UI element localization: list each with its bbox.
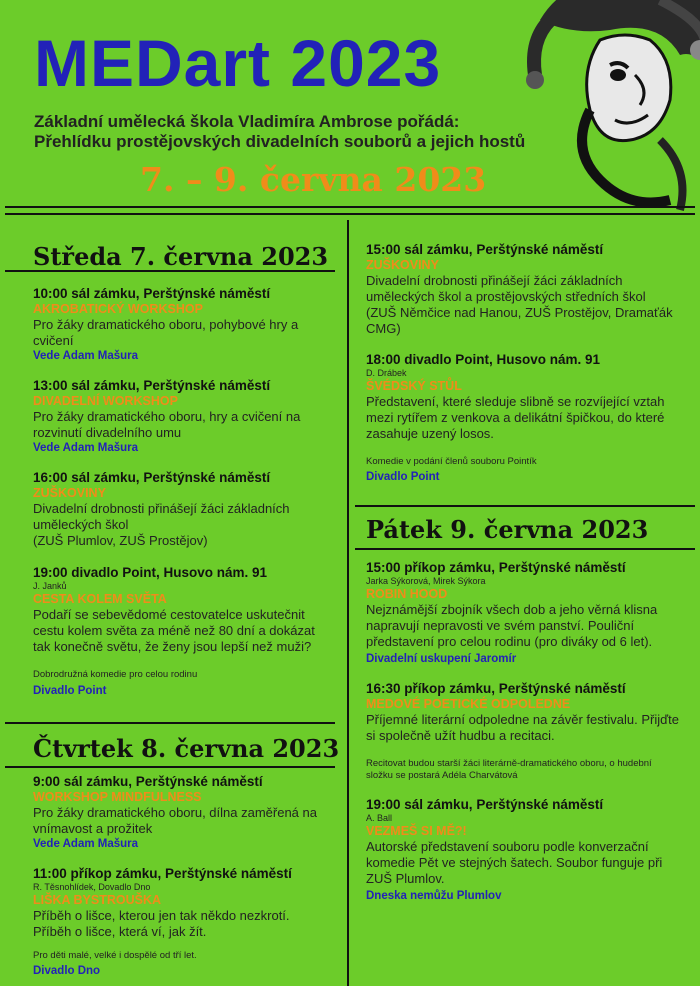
event-fri-1: [366, 560, 681, 666]
day-divider-thu-top: [5, 722, 335, 724]
event-description: Příjemné literární odpoledne na závěr festivalu. Přijďte si společně užít hudbu a recitaci.: [366, 712, 679, 743]
header-divider-top: [5, 206, 695, 208]
day-heading-thursday: Čtvrtek 8. června 2023: [33, 734, 340, 763]
event-note: Dobrodružná komedie pro celou rodinu: [33, 669, 198, 680]
event-description: Pro žáky dramatického oboru, pohybové hry a cvičení: [33, 317, 299, 348]
event-description: Divadelní drobnosti přinášejí žáci základních uměleckých škol a prostějovských středních škol (ZUŠ Němčice nad Hanou, ZUŠ Prostějov, Dramaťák CMG): [366, 273, 673, 336]
event-title: AKROBATICKÝ WORKSHOP: [33, 302, 203, 316]
event-thu-3: [366, 242, 681, 337]
event-title: ROBIN HOOD: [366, 587, 448, 601]
event-description: Divadelní drobnosti přinášejí žáci základních uměleckých škol (ZUŠ Plumlov, ZUŠ Prostějov): [33, 501, 290, 548]
event-leader: Divadlo Point: [366, 471, 440, 483]
event-time: 10:00 sál zámku, Perštýnské náměstí: [33, 286, 271, 301]
event-description: Nejznámější zbojník všech dob a jeho věrná klisna napravují nepravosti ve svém panství. Pouliční představení pro celou rodinu (pro diváky od 6 let).: [366, 602, 658, 649]
festival-description: Přehlídku prostějovských divadelních souborů a jejich hostů: [34, 132, 526, 151]
event-wed-1: [33, 286, 333, 363]
day-heading-friday: Pátek 9. června 2023: [366, 515, 649, 544]
event-description: Autorské představení souboru podle konverzační komedie Pět ve stejných šatech. Soubor funguje při ZUŠ Plumlov.: [366, 839, 663, 886]
event-leader: Divadlo Point: [33, 685, 107, 697]
event-title: ZUŠKOVINY: [366, 258, 439, 272]
column-divider: [347, 220, 349, 986]
day-divider-thu: [5, 766, 335, 768]
day-divider-fri: [355, 548, 695, 550]
event-title: ZUŠKOVINY: [33, 486, 106, 500]
event-time: 9:00 sál zámku, Perštýnské náměstí: [33, 774, 263, 789]
event-description: Příběh o lišce, kterou jen tak někdo nezkrotí. Příběh o lišce, která ví, jak žít.: [33, 908, 290, 939]
event-title: DIVADELNÍ WORKSHOP: [33, 394, 178, 408]
event-time: 18:00 divadlo Point, Husovo nám. 91: [366, 352, 601, 367]
event-fri-3: [366, 797, 681, 903]
festival-dates: 7. – 9. června 2023: [140, 160, 487, 199]
day-heading-wednesday: Středa 7. června 2023: [33, 242, 329, 271]
header-divider-bottom: [5, 213, 695, 215]
event-leader: Dneska nemůžu Plumlov: [366, 890, 502, 902]
event-leader: Divadlo Dno: [33, 965, 101, 977]
event-title: ŠVÉDSKÝ STŮL: [366, 379, 462, 393]
event-leader: Vede Adam Mašura: [33, 350, 139, 362]
event-thu-1: [33, 774, 333, 851]
event-leader: Divadelní uskupení Jaromír: [366, 653, 517, 665]
event-time: 11:00 příkop zámku, Perštýnské náměstí: [33, 866, 292, 881]
event-leader: Vede Adam Mašura: [33, 442, 139, 454]
event-title: CESTA KOLEM SVĚTA: [33, 592, 167, 606]
event-time: 16:00 sál zámku, Perštýnské náměstí: [33, 470, 271, 485]
event-author: A. Ball: [366, 813, 393, 823]
event-author: Jarka Sýkorová, Mirek Sýkora: [366, 576, 486, 586]
event-note: Komedie v podání členů souboru Pointík: [366, 456, 537, 467]
day-divider-fri-top: [355, 505, 695, 507]
event-author: D. Drábek: [366, 368, 407, 378]
event-description: Pro žáky dramatického oboru, hry a cvičení na rozvinutí divadelního umu: [33, 409, 301, 440]
event-title: WORKSHOP MINDFULNESS: [33, 790, 202, 804]
event-note: Pro děti malé, velké i dospělé od tří let.: [33, 950, 197, 961]
jester-mask-icon: [510, 0, 700, 230]
event-description: Představení, které sleduje slibně se rozvíjející vztah mezi rytířem z venkova a delikátní špičkou, do které zasahuje uzený losos.: [366, 394, 665, 441]
event-thu-2: [33, 866, 333, 978]
festival-title: MEDart 2023: [34, 26, 442, 100]
event-thu-4: [366, 352, 681, 484]
event-wed-3: [33, 470, 333, 549]
event-leader: Vede Adam Mašura: [33, 838, 139, 850]
event-time: 15:00 příkop zámku, Perštýnské náměstí: [366, 560, 626, 575]
event-description: Podaří se sebevědomé cestovatelce uskutečnit cestu kolem světa za méně než 80 dní a dokázat tak konečně světu, že ženy jsou lepší než muži?: [33, 607, 315, 654]
event-title: VEZMEŠ SI MĚ?!: [366, 824, 467, 838]
event-title: LIŠKA BYSTROUŠKA: [33, 893, 162, 907]
organizer-line: Základní umělecká škola Vladimíra Ambrose pořádá:: [34, 112, 460, 131]
event-fri-2: [366, 681, 681, 782]
event-author: J. Janků: [33, 581, 67, 591]
event-time: 15:00 sál zámku, Perštýnské náměstí: [366, 242, 604, 257]
event-time: 19:00 divadlo Point, Husovo nám. 91: [33, 565, 268, 580]
event-wed-2: [33, 378, 333, 455]
event-title: MEDOVÉ POETICKÉ ODPOLEDNE: [366, 697, 571, 711]
event-wed-4: [33, 565, 333, 698]
event-time: 16:30 příkop zámku, Perštýnské náměstí: [366, 681, 626, 696]
event-time: 13:00 sál zámku, Perštýnské náměstí: [33, 378, 271, 393]
event-note: Recitovat budou starší žáci literárně-dramatického oboru, o hudební složku se postará Adéla Charvátová: [366, 758, 652, 781]
event-author: R. Těsnohlídek, Dovadlo Dno: [33, 882, 151, 892]
event-time: 19:00 sál zámku, Perštýnské náměstí: [366, 797, 604, 812]
event-description: Pro žáky dramatického oboru, dílna zaměřená na vnímavost a prožitek: [33, 805, 317, 836]
